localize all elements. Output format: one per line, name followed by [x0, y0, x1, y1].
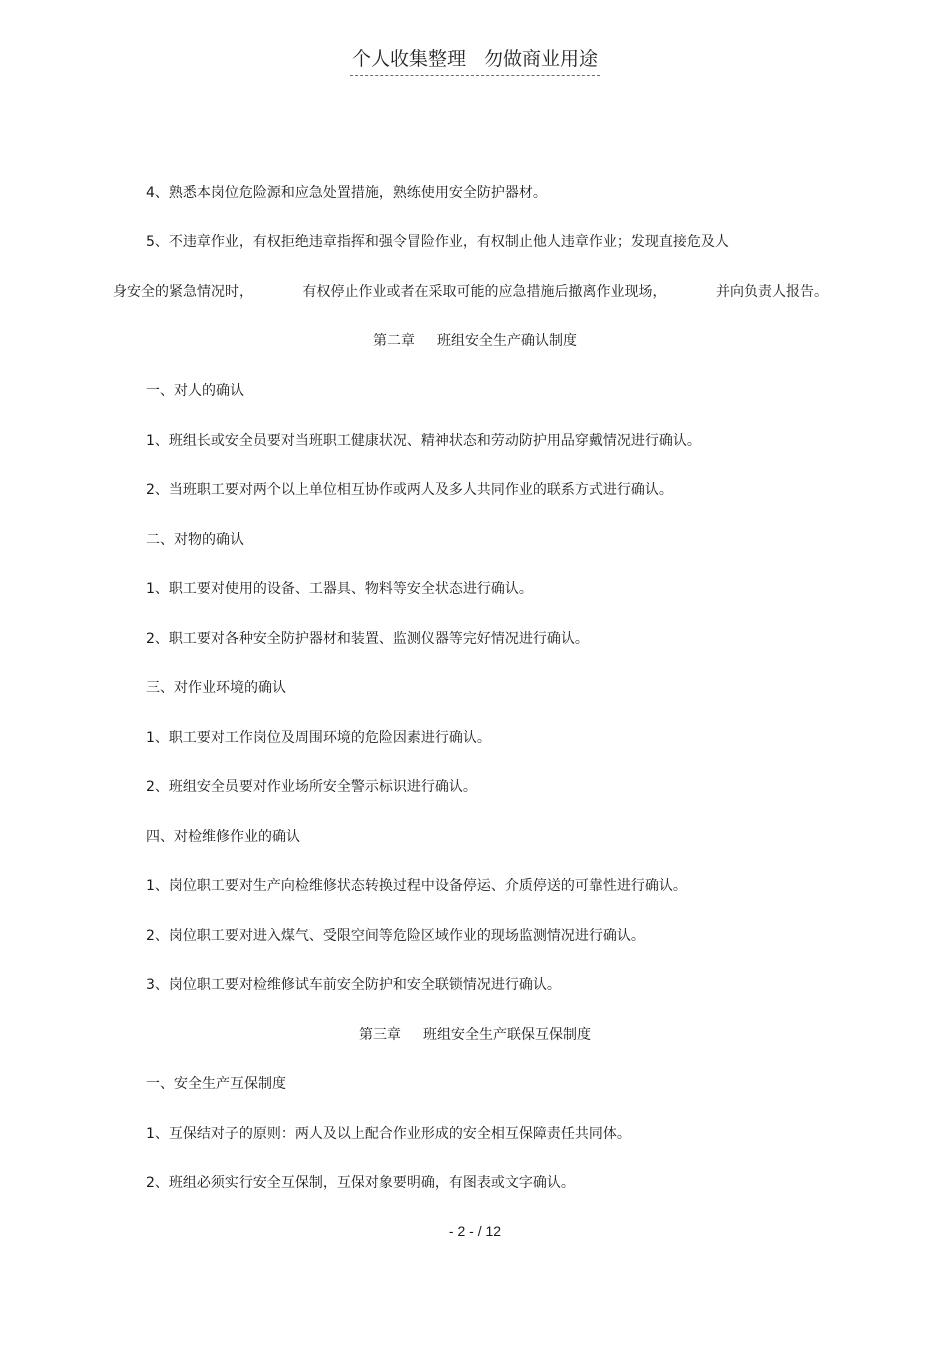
header-text: 个人收集整理 勿做商业用途 [350, 44, 600, 76]
section-heading-4: 四、对检维修作业的确认 [146, 829, 300, 845]
list-item: 1、职工要对使用的设备、工器具、物料等安全状态进行确认。 [146, 581, 533, 597]
list-item: 2、班组安全员要对作业场所安全警示标识进行确认。 [146, 779, 477, 795]
list-item: 2、当班职工要对两个以上单位相互协作或两人及多人共同作业的联系方式进行确认。 [146, 482, 673, 498]
list-item: 2、岗位职工要对进入煤气、受限空间等危险区域作业的现场监测情况进行确认。 [146, 928, 645, 944]
item-5-cont-part-1: 身安全的紧急情况时， [113, 284, 253, 300]
paragraph-item-4: 4、熟悉本岗位危险源和应急处置措施，熟练使用安全防护器材。 [146, 185, 547, 201]
chapter-2-heading [0, 331, 950, 351]
page-number: - 2 - / 12 [448, 1223, 502, 1239]
item-5-cont-part-2: 有权停止作业或者在采取可能的应急措施后撤离作业现场， [302, 284, 667, 300]
section-heading-2: 二、对物的确认 [146, 532, 244, 548]
list-item: 2、职工要对各种安全防护器材和装置、监测仪器等完好情况进行确认。 [146, 631, 589, 647]
chapter-3-title: 班组安全生产联保互保制度 [423, 1027, 591, 1043]
list-item: 3、岗位职工要对检维修试车前安全防护和安全联锁情况进行确认。 [146, 977, 561, 993]
list-item: 1、岗位职工要对生产向检维修状态转换过程中设备停运、介质停送的可靠性进行确认。 [146, 878, 687, 894]
item-5-cont-part-3: 并向负责人报告。 [716, 284, 828, 300]
chapter-2-title: 班组安全生产确认制度 [437, 333, 577, 349]
list-item: 1、互保结对子的原则：两人及以上配合作业形成的安全相互保障责任共同体。 [146, 1126, 631, 1142]
chapter-2-number: 第二章 [373, 333, 415, 349]
page-header [0, 44, 950, 76]
section-heading-5: 一、安全生产互保制度 [146, 1076, 286, 1092]
list-item: 1、职工要对工作岗位及周围环境的危险因素进行确认。 [146, 730, 491, 746]
list-item: 1、班组长或安全员要对当班职工健康状况、精神状态和劳动防护用品穿戴情况进行确认。 [146, 433, 701, 449]
list-item: 2、班组必须实行安全互保制，互保对象要明确，有图表或文字确认。 [146, 1175, 575, 1191]
chapter-3-heading [0, 1025, 950, 1045]
paragraph-item-5-continued [113, 282, 828, 302]
paragraph-item-5: 5、不违章作业，有权拒绝违章指挥和强令冒险作业，有权制止他人违章作业；发现直接危及人 [146, 234, 729, 250]
section-heading-3: 三、对作业环境的确认 [146, 680, 286, 696]
section-heading-1: 一、对人的确认 [146, 383, 244, 399]
chapter-3-number: 第三章 [359, 1027, 401, 1043]
